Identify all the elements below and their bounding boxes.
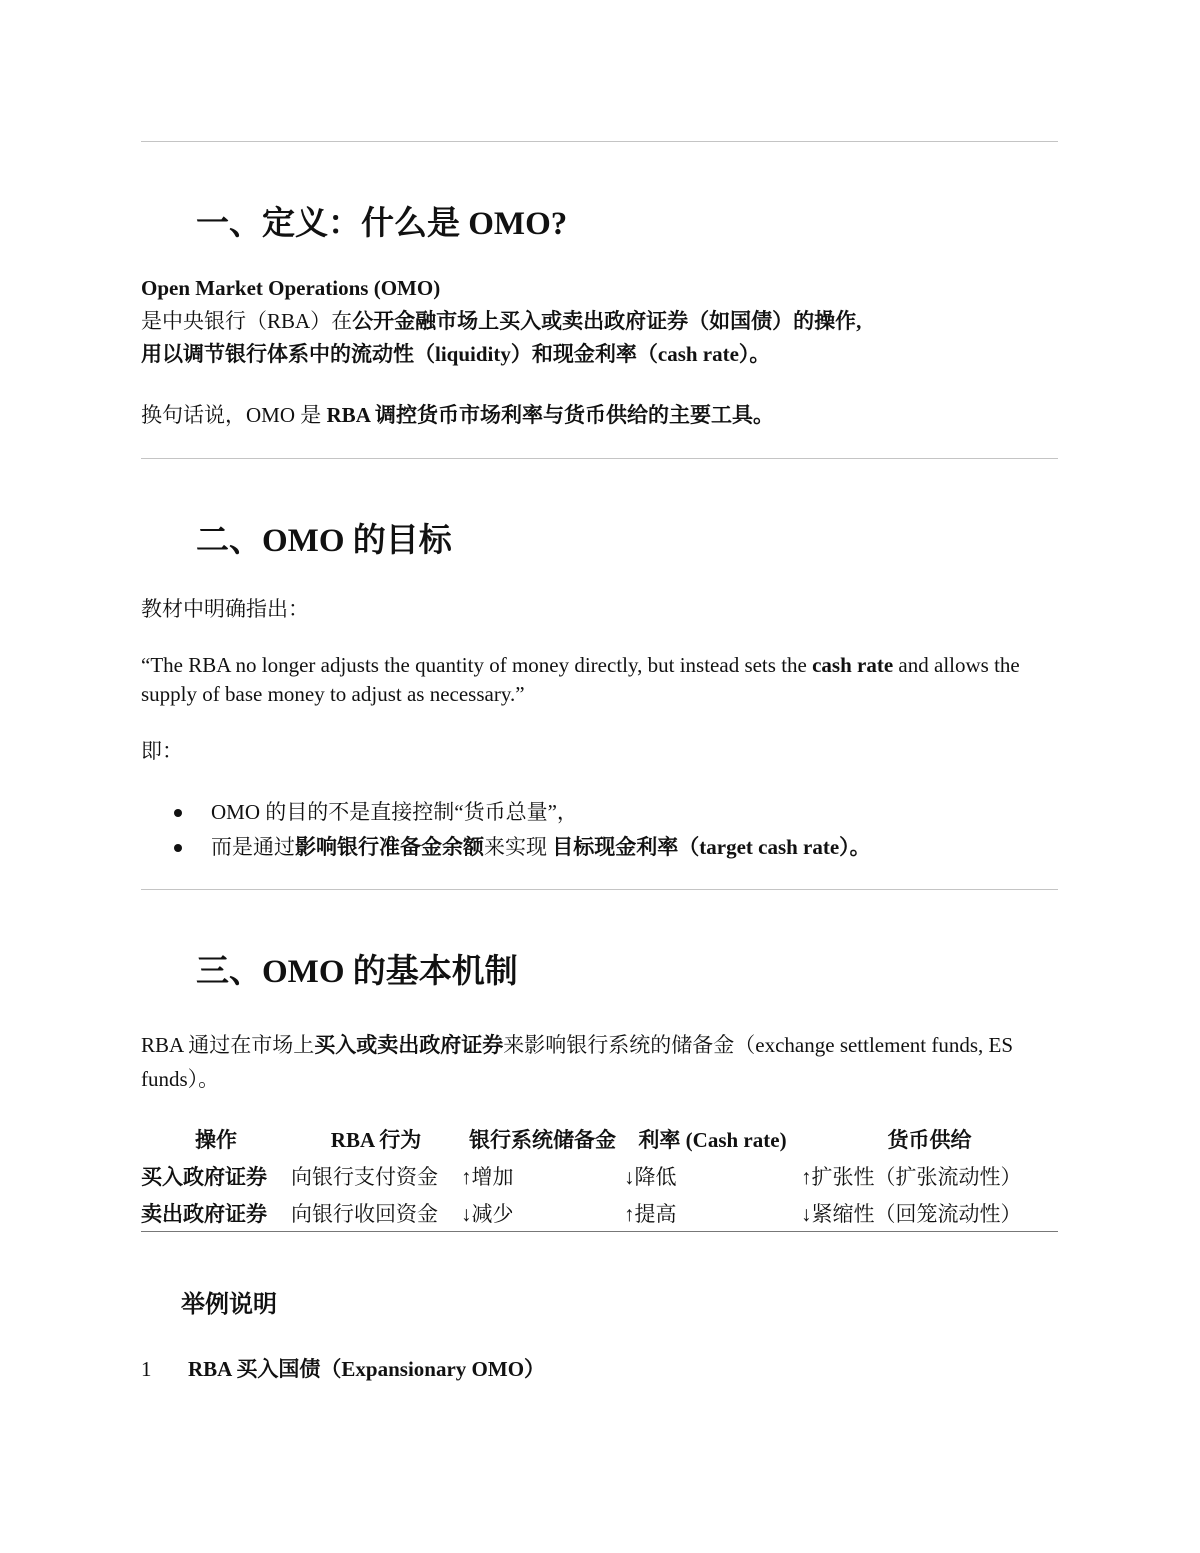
bullet-icon — [174, 844, 182, 852]
table-cell: ↓减少 — [461, 1194, 624, 1232]
goal-bullet-list — [141, 795, 871, 865]
table-cell: ↑扩张性（扩张流动性） — [801, 1164, 1022, 1189]
textbook-quote: “The RBA no longer adjusts the quantity of money directly, but instead sets the cash rate and allows the supply of base money to adjust as necessary.” — [141, 653, 1020, 706]
section-3-heading: 三、OMO 的基本机制 — [196, 954, 518, 990]
list-item: OMO 的目的不是直接控制“货币总量”， — [141, 795, 871, 830]
table-cell: 卖出政府证券 — [141, 1194, 291, 1232]
table-header-cell: RBA 行为 — [330, 1127, 422, 1152]
ie-label: 即： — [141, 739, 183, 763]
horizontal-rule — [141, 889, 1058, 890]
list-item: 而是通过影响银行准备金余额来实现 目标现金利率（target cash rate）。 — [141, 830, 871, 865]
table-cell: 向银行收回资金 — [291, 1194, 461, 1232]
example-heading: 举例说明 — [181, 1292, 277, 1318]
table-header-cell: 货币供给 — [887, 1127, 972, 1152]
table-cell: ↓紧缩性（回笼流动性） — [801, 1194, 1058, 1232]
table-header-cell: 银行系统储备金 — [469, 1127, 616, 1152]
table-header-cell: 操作 — [195, 1127, 237, 1152]
table-header-row — [141, 1120, 1058, 1157]
section-1-heading: 一、定义：什么是 OMO? — [196, 206, 568, 242]
omo-mechanism-table — [141, 1120, 1058, 1232]
table-cell: 向银行支付资金 — [291, 1164, 438, 1189]
example-item-number: 1 — [141, 1357, 152, 1381]
table-cell: ↑增加 — [461, 1164, 514, 1189]
table-row — [141, 1157, 1058, 1194]
table-cell: ↑提高 — [624, 1194, 801, 1232]
table-row — [141, 1194, 1058, 1232]
section-2-heading: 二、OMO 的目标 — [196, 523, 452, 559]
table-cell: 买入政府证券 — [141, 1164, 267, 1189]
omo-definition-line-2: 用以调节银行体系中的流动性（liquidity）和现金利率（cash rate）。 — [141, 342, 771, 366]
table-header-cell: 利率 (Cash rate) — [638, 1127, 787, 1152]
omo-definition-line-1: 是中央银行（RBA）在公开金融市场上买入或卖出政府证券（如国债）的操作, — [141, 309, 862, 333]
omo-summary: 换句话说，OMO 是 RBA 调控货币市场利率与货币供给的主要工具。 — [141, 403, 774, 427]
example-item-title: RBA 买入国债（Expansionary OMO） — [188, 1357, 546, 1381]
omo-term: Open Market Operations (OMO) — [141, 276, 441, 300]
bullet-icon — [174, 809, 182, 817]
textbook-intro: 教材中明确指出： — [141, 597, 309, 621]
horizontal-rule — [141, 141, 1058, 142]
horizontal-rule — [141, 458, 1058, 459]
mechanism-paragraph: RBA 通过在市场上买入或卖出政府证券来影响银行系统的储备金（exchange settlement funds, ES funds）。 — [141, 1033, 1014, 1091]
table-cell: ↓降低 — [624, 1164, 677, 1189]
